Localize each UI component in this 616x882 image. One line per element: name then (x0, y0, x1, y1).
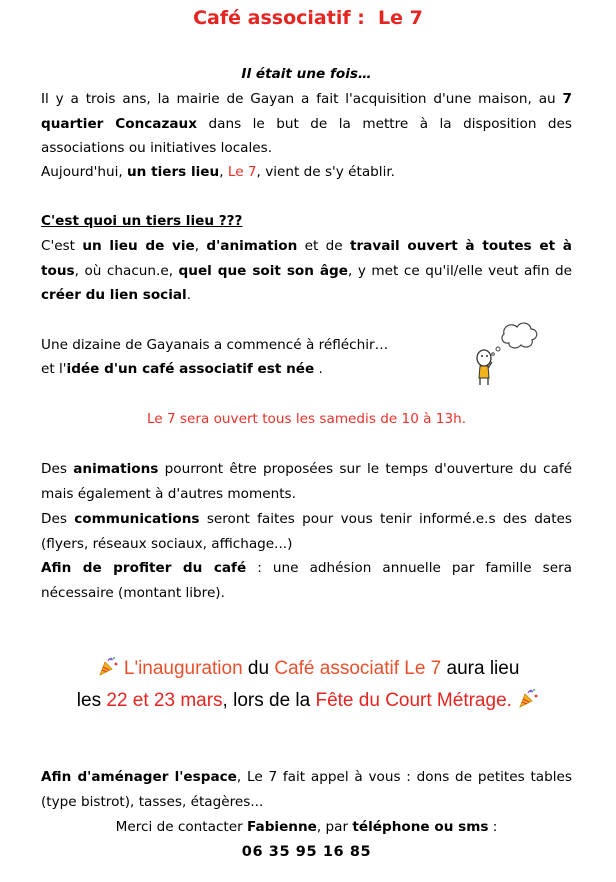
tiers-b4: quel que soit son âge (178, 262, 348, 279)
tiers-heading: C'est quoi un tiers lieu ??? (41, 213, 243, 229)
inauguration-line-2 (0, 685, 616, 717)
idea-b: . (314, 361, 323, 377)
opening-hours: Le 7 sera ouvert tous les samedis de 10 à 13h. (146, 411, 467, 427)
animations-paragraph (41, 457, 572, 506)
details-b: pourront être proposées sur le temps d'ouverture du café mais également à d'autres moments. (41, 461, 573, 502)
party-popper-icon (97, 655, 119, 677)
today-text: Aujourd'hui, (41, 164, 127, 180)
contact-b: , par (316, 819, 353, 835)
idea-bold: idée d'un café associatif est née (66, 361, 315, 377)
tiers-a: C'est (41, 238, 83, 254)
communications-paragraph (41, 507, 572, 556)
inauguration-line-1 (0, 653, 616, 685)
cafe-name: Café associatif Le 7 (274, 658, 442, 679)
inaug-les: les (76, 690, 107, 711)
contact-a: Merci de contacter (115, 819, 248, 835)
comma: , (219, 164, 228, 180)
tiers-b2: d'animation (206, 238, 298, 254)
le7-red: Le 7 (227, 164, 257, 180)
inauguration-dates: 22 et 23 mars (106, 690, 223, 711)
intro-text-a: Il y a trois ans, la mairie de Gayan a fait l'acquisition d'une maison, au (41, 91, 563, 107)
tiers-lieu-bold: un tiers lieu (127, 164, 220, 180)
intro-paragraph (41, 87, 572, 161)
appeal-paragraph (41, 765, 572, 814)
details-a: Des (41, 461, 74, 477)
thinking-person-icon (470, 318, 540, 388)
tiers-b3: travail ouvert à toutes et à tous (41, 238, 572, 279)
intro-text-b: dans le but de la mettre à la disposition des associations ou initiatives locales. (41, 115, 572, 156)
idea-line-1: Une dizaine de Gayanais a commencé à réfléchir… (41, 337, 389, 353)
comm-b: seront faites pour vous tenir informé.e.s des dates (flyers, réseaux sociaux, affichage...) (41, 511, 573, 552)
tiers-b5: créer du lien social (41, 287, 187, 303)
comm-a: Des (41, 511, 75, 527)
animations-bold: animations (73, 461, 159, 477)
tiers-paragraph (41, 234, 572, 308)
tiers-b1: un lieu de vie (82, 238, 195, 254)
communications-bold: communications (74, 511, 200, 527)
inaug-du: du (242, 658, 275, 679)
appeal-text: , Le 7 fait appel à vous : dons de petites tables (type bistrot), tasses, étagères... (41, 769, 572, 810)
appeal-bold: Afin d'aménager l'espace (41, 769, 237, 785)
tiers-d: et de (297, 238, 350, 254)
page-title: Café associatif : Le 7 (193, 7, 423, 29)
membership-paragraph (41, 556, 572, 605)
party-popper-icon (517, 687, 539, 709)
festival-name: Fête du Court Métrage. (315, 690, 512, 711)
contact-line (41, 815, 572, 840)
inauguration-word: L'inauguration (123, 658, 243, 679)
contact-mode: téléphone ou sms (352, 819, 489, 835)
today-text-end: , vient de s'y établir. (256, 164, 396, 180)
membership-bold: Afin de profiter du café (41, 560, 247, 576)
tiers-f: , y met ce qu'il/elle veut afin de (348, 262, 572, 279)
idea-line-2 (41, 357, 461, 382)
idea-a: et l' (41, 361, 67, 377)
tiers-g: . (186, 287, 192, 303)
contact-c: : (488, 819, 498, 835)
inaug-aura-lieu: aura lieu (441, 658, 520, 679)
inaug-lors: , lors de la (222, 690, 316, 711)
contact-name: Fabienne (247, 819, 317, 835)
tiers-e: , où chacun.e, (74, 262, 179, 279)
address-bold: 7 quartier Concazaux (41, 91, 572, 132)
tiers-c: , (194, 238, 207, 254)
phone-number[interactable]: 06 35 95 16 85 (241, 844, 372, 860)
membership-text: : une adhésion annuelle par famille sera nécessaire (montant libre). (41, 560, 573, 601)
intro-paragraph-2 (41, 160, 572, 185)
intro-heading: Il était une fois… (241, 66, 372, 82)
